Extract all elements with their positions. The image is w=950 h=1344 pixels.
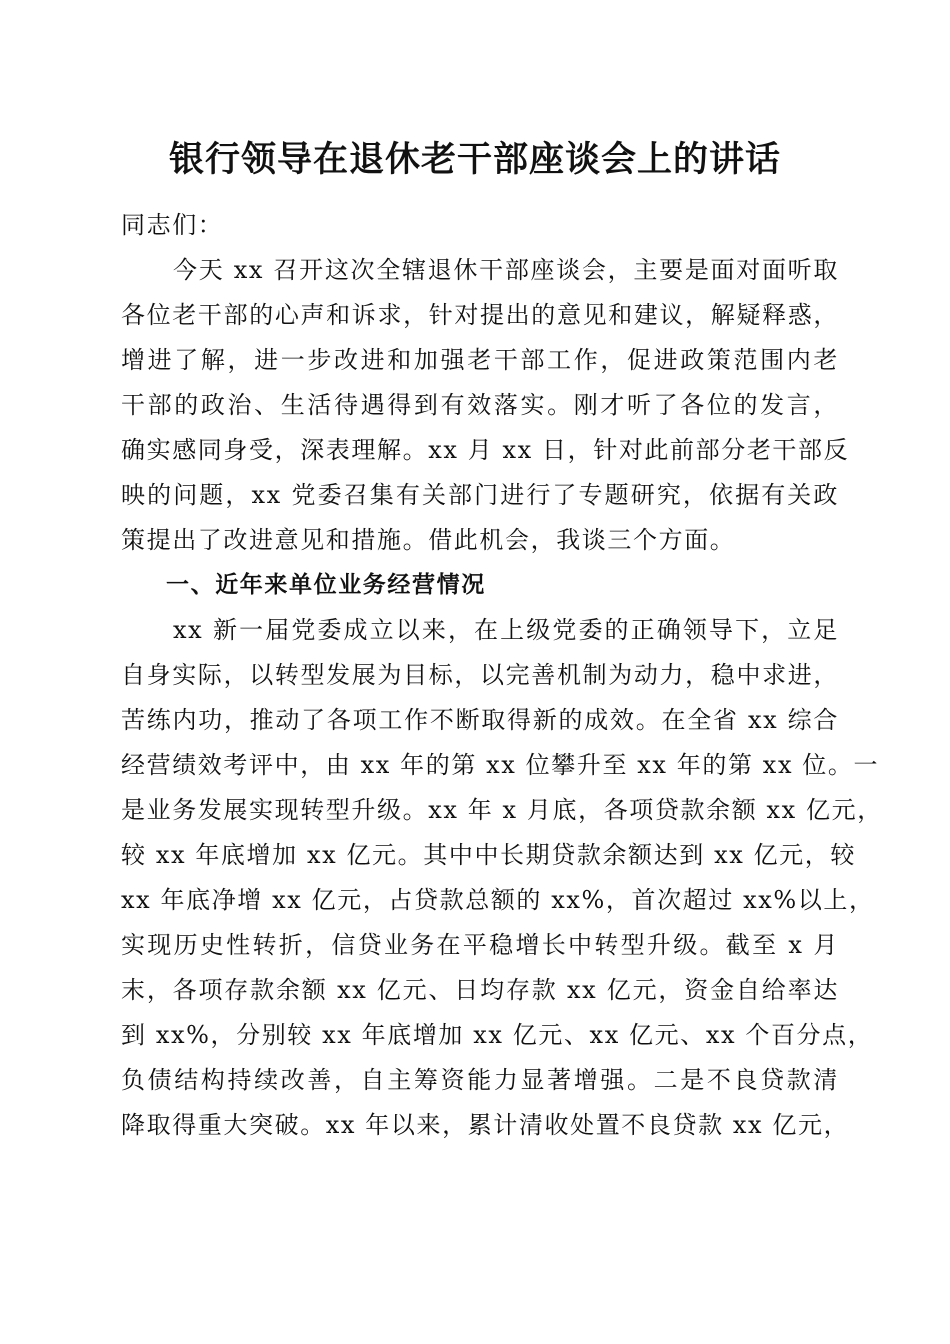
section-heading: 一、近年来单位业务经营情况 — [166, 572, 486, 598]
paragraph-line: 负债结构持续改善，自主筹资能力显著增强。二是不良贷款清 — [121, 1066, 839, 1094]
paragraph-line: 各位老干部的心声和诉求，针对提出的意见和建议，解疑释惑， — [121, 301, 839, 329]
paragraph-line: 增进了解，进一步改进和加强老干部工作，促进政策范围内老 — [121, 346, 839, 374]
paragraph-line: 策提出了改进意见和措施。借此机会，我谈三个方面。 — [121, 526, 736, 554]
paragraph-line: xx 新一届党委成立以来，在上级党委的正确领导下，立足 — [173, 616, 839, 644]
paragraph-line: 是业务发展实现转型升级。xx 年 x 月底，各项贷款余额 xx 亿元， — [121, 796, 883, 824]
paragraph-line: 较 xx 年底增加 xx 亿元。其中中长期贷款余额达到 xx 亿元，较 — [121, 841, 856, 869]
paragraph-line: 映的问题，xx 党委召集有关部门进行了专题研究，依据有关政 — [121, 481, 839, 509]
document-title: 银行领导在退休老干部座谈会上的讲话 — [168, 139, 781, 180]
paragraph-line: 今天 xx 召开这次全辖退休干部座谈会，主要是面对面听取 — [173, 256, 839, 284]
paragraph-line: 苦练内功，推动了各项工作不断取得新的成效。在全省 xx 综合 — [121, 706, 839, 734]
paragraph-line: 确实感同身受，深表理解。xx 月 xx 日，针对此前部分老干部反 — [121, 436, 850, 464]
document-body — [121, 203, 883, 1148]
paragraph-line: 经营绩效考评中，由 xx 年的第 xx 位攀升至 xx 年的第 xx 位。一 — [121, 751, 880, 779]
paragraph-line: 到 xx%，分别较 xx 年底增加 xx 亿元、xx 亿元、xx 个百分点， — [121, 1021, 874, 1049]
salutation: 同志们： — [121, 211, 224, 239]
paragraph-line: 实现历史性转折，信贷业务在平稳增长中转型升级。截至 x 月 — [121, 931, 839, 959]
paragraph-line: 末，各项存款余额 xx 亿元、日均存款 xx 亿元，资金自给率达 — [121, 976, 839, 1004]
paragraph-line: 干部的政治、生活待遇得到有效落实。刚才听了各位的发言， — [121, 391, 839, 419]
paragraph-line: 降取得重大突破。xx 年以来，累计清收处置不良贷款 xx 亿元， — [121, 1111, 850, 1139]
paragraph-line: 自身实际，以转型发展为目标，以完善机制为动力，稳中求进， — [121, 661, 839, 689]
paragraph-line: xx 年底净增 xx 亿元，占贷款总额的 xx%，首次超过 xx%以上， — [121, 886, 875, 914]
